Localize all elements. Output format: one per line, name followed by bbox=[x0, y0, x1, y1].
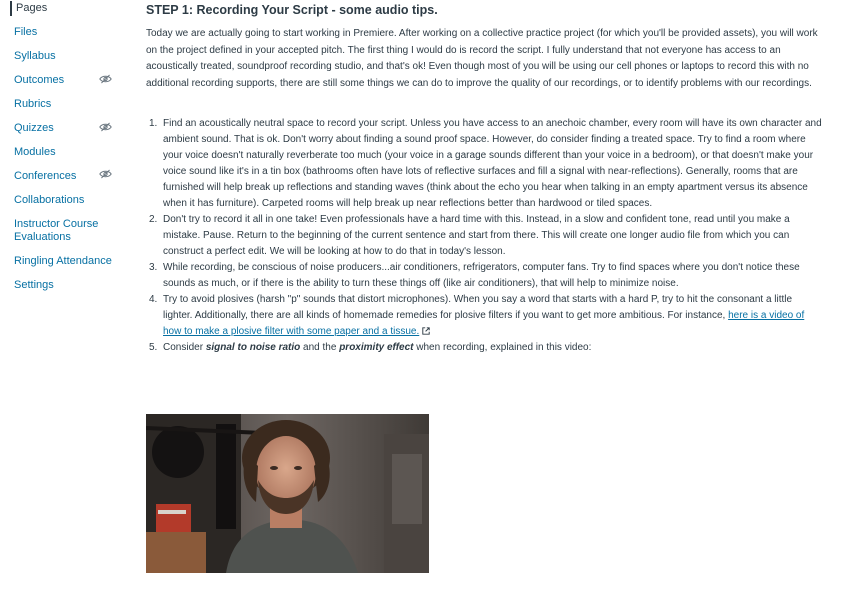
eye-slash-icon bbox=[99, 74, 112, 84]
nav-item-settings[interactable]: Settings bbox=[14, 279, 54, 291]
step-text: Find an acoustically neutral space to record your script. Unless you have access to an anechoic chamber, every room will have its own character and ambient sound. That is ok. Don't worry about finding a sound proof space. However, do consider finding a treated space. Try to find a room where your voice doesn't naturally reverberate too much (your voice in a garage sounds different than your voice in a bedroom), or that doesn't make your voice sound like it's in a tin box (bathrooms often have lots of reflective surfaces and fill a signal with near-reflections). Generally, rooms that are furnished will help break up reflections and standing waves (think about the echo you hear when talking in an empty apartment versus its absence when it has furniture). Carpeted rooms will help break up near reflections better than hardwood or tiled spaces. bbox=[163, 118, 822, 209]
nav-item-modules[interactable]: Modules bbox=[14, 146, 56, 158]
list-item bbox=[146, 260, 824, 292]
video-thumbnail bbox=[146, 414, 429, 573]
eye-slash-icon bbox=[99, 122, 112, 132]
nav-item-quizzes[interactable]: Quizzes bbox=[14, 122, 54, 134]
list-item bbox=[146, 116, 824, 212]
course-nav bbox=[0, 0, 125, 596]
step-number: 2. bbox=[149, 214, 158, 225]
list-item bbox=[146, 292, 824, 340]
emphasis-proximity-effect: proximity effect bbox=[339, 342, 414, 353]
nav-item-ringling-attendance[interactable]: Ringling Attendance bbox=[14, 255, 112, 267]
step-text: Try to avoid plosives (harsh "p" sounds that distort microphones). When you say a word that starts with a hard P, try to hit the consonant a little lighter. Additionally, there are all kinds of homemade remedies for plosive filters if you want to get more ambitious. For instance, bbox=[163, 294, 793, 321]
step-text: Consider bbox=[163, 342, 206, 353]
nav-item-conferences[interactable]: Conferences bbox=[14, 170, 77, 182]
nav-item-rubrics[interactable]: Rubrics bbox=[14, 98, 52, 110]
nav-item-instructor-course-evaluations[interactable]: Instructor Course Evaluations bbox=[14, 218, 99, 243]
list-item bbox=[146, 340, 824, 356]
nav-item-files[interactable]: Files bbox=[14, 26, 38, 38]
step-text: Don't try to record it all in one take! Even professionals have a hard time with this. Instead, in a slow and confident tone, read until you make a mistake. Pause. Return to the beginning of the current sentence and start from there. This will create one longer audio file from which you can construct a perfect edit. We will be looking at how to do that in today's lesson. bbox=[163, 214, 790, 257]
nav-item-collaborations[interactable]: Collaborations bbox=[14, 194, 85, 206]
nav-item-outcomes[interactable]: Outcomes bbox=[14, 74, 65, 86]
step-number: 5. bbox=[149, 342, 158, 353]
step-number: 1. bbox=[149, 118, 158, 129]
page-title: STEP 1: Recording Your Script - some audio tips. bbox=[146, 3, 438, 17]
step-number: 4. bbox=[149, 294, 158, 305]
plosive-filter-video-link[interactable]: here is a video of how to make a plosive filter with some paper and a tissue. bbox=[163, 310, 805, 337]
steps-list bbox=[146, 116, 824, 356]
step-text: While recording, be conscious of noise producers...air conditioners, refrigerators, computer fans. Try to find spaces where you don't notice these sounds as much, or if there is the ability to turn these things off (like air conditioners), that will help to minimize noise. bbox=[163, 262, 800, 289]
list-item bbox=[146, 212, 824, 260]
emphasis-signal-to-noise: signal to noise ratio bbox=[205, 342, 301, 353]
step-text: and the bbox=[300, 342, 340, 353]
nav-item-syllabus[interactable]: Syllabus bbox=[14, 50, 56, 62]
step-number: 3. bbox=[149, 262, 158, 273]
nav-item-pages[interactable]: Pages bbox=[10, 1, 118, 16]
intro-paragraph: Today we are actually going to start working in Premiere. After working on a collective practice project (for which you'll be provided assets), you will work on the project defined in your accepted pitch. The first thing I would do is record the script. I fully understand that not everyone has access to an acoustically treated, soundproof recording studio, and that's ok! Even though most of you will be using our cell phones or laptops to record this with no additional recording supports, there are still some things we can do to improve the quality of our recordings, or to identify problems with our recordings. bbox=[146, 28, 818, 89]
eye-slash-icon bbox=[99, 169, 112, 179]
step-text: when recording, explained in this video: bbox=[413, 342, 592, 353]
external-link-icon bbox=[422, 327, 430, 335]
embedded-video[interactable] bbox=[146, 414, 429, 573]
